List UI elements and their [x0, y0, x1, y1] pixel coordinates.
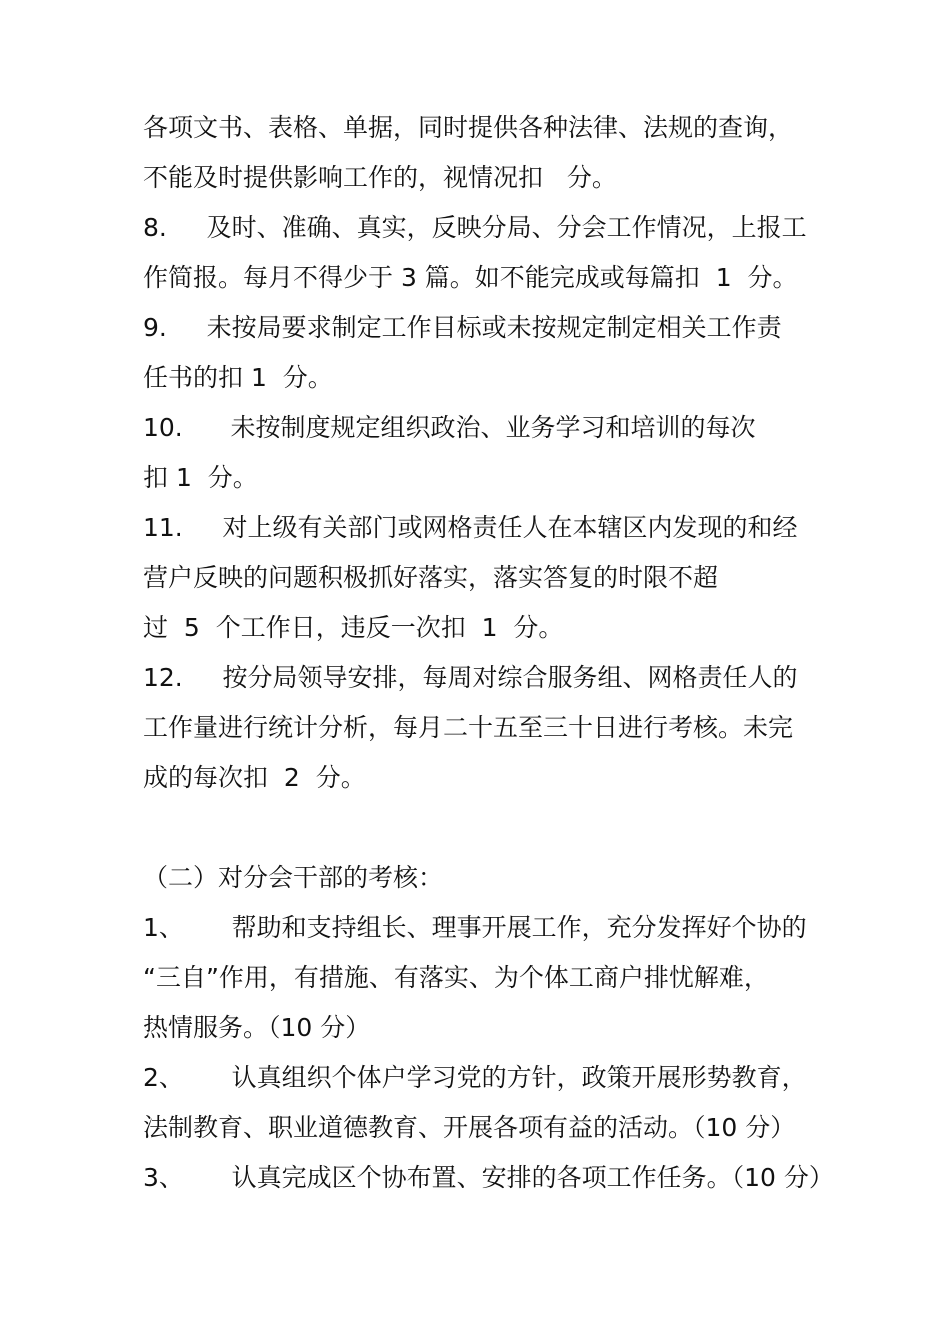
section-heading: （二）对分会干部的考核： [143, 863, 444, 892]
text-line: 任书的扣 1 分。 [143, 363, 333, 392]
text-line: 不能及时提供影响工作的，视情况扣 分。 [143, 163, 617, 192]
text-line: 法制教育、职业道德教育、开展各项有益的活动。（10 分） [143, 1113, 796, 1142]
item-12-line: 12. 按分局领导安排，每周对综合服务组、网格责任人的 [143, 663, 798, 692]
item-10-line: 10. 未按制度规定组织政治、业务学习和培训的每次 [143, 413, 756, 442]
text-line: 成的每次扣 2 分。 [143, 763, 366, 792]
text-line: 各项文书、表格、单据，同时提供各种法律、法规的查询， [143, 113, 794, 142]
text-line: “三自”作用，有措施、有落实、为个体工商户排忧解难， [143, 963, 769, 992]
text-line: 营户反映的问题积极抓好落实，落实答复的时限不超 [143, 563, 719, 592]
item-2-line: 2、 认真组织个体户学习党的方针，政策开展形势教育， [143, 1063, 807, 1092]
text-line: 热情服务。（10 分） [143, 1013, 371, 1042]
item-8-line: 8. 及时、准确、真实，反映分局、分会工作情况，上报工 [143, 213, 807, 242]
item-3-line: 3、 认真完成区个协布置、安排的各项工作任务。（10 分） [143, 1163, 834, 1192]
text-line: 过 5 个工作日，违反一次扣 1 分。 [143, 613, 564, 642]
item-11-line: 11. 对上级有关部门或网格责任人在本辖区内发现的和经 [143, 513, 798, 542]
item-9-line: 9. 未按局要求制定工作目标或未按规定制定相关工作责 [143, 313, 782, 342]
text-line: 工作量进行统计分析，每月二十五至三十日进行考核。未完 [143, 713, 794, 742]
text-line: 作简报。每月不得少于 3 篇。如不能完成或每篇扣 1 分。 [143, 263, 798, 292]
text-line: 扣 1 分。 [143, 463, 258, 492]
item-1-line: 1、 帮助和支持组长、理事开展工作，充分发挥好个协的 [143, 913, 807, 942]
